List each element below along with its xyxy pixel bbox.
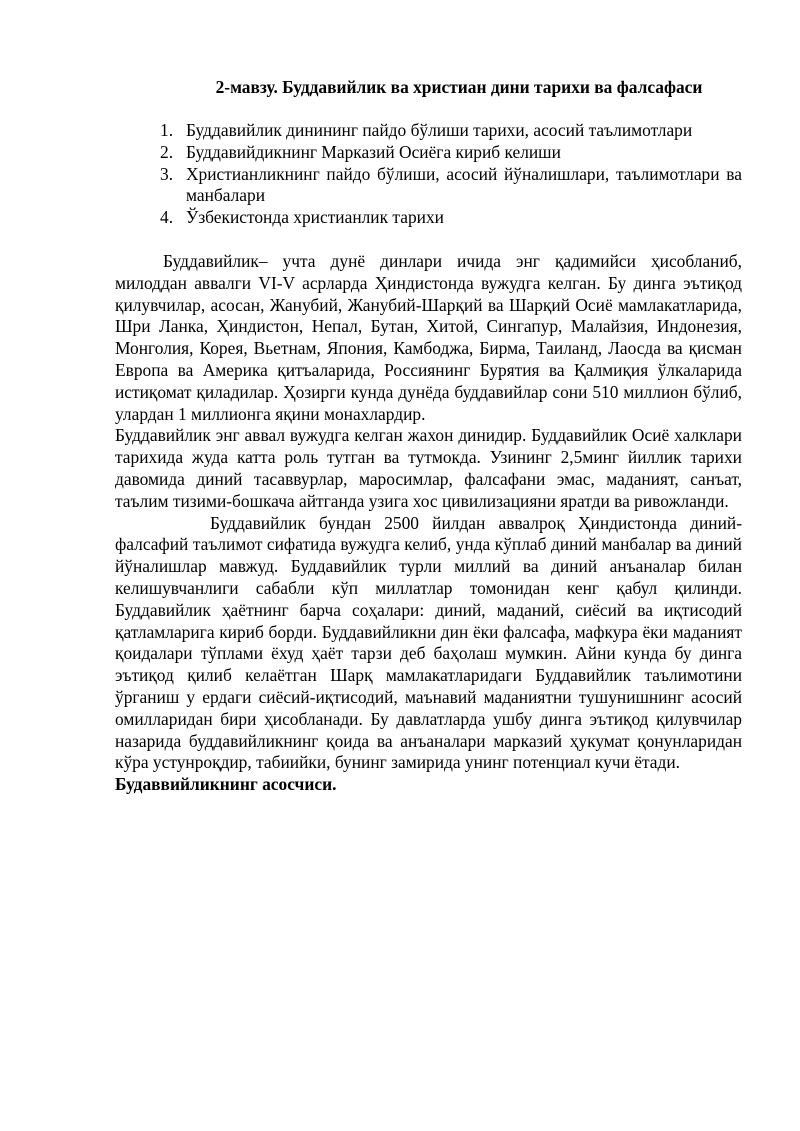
paragraph-3: Буддавийлик бундан 2500 йилдан аввалроқ Ҳиндистонда диний-фалсафий таълимот сифатида вужудга келиб, унда кўплаб диний манбалар ва диний йўналишлар мавжуд. Буддавийлик турли миллий ва диний анъаналар билан келишувчанлиги сабабли кўп миллатлар томонидан кенг қабул қилинди. Буддавийлик ҳаётнинг барча соҳалари: диний, маданий, сиёсий ва иқтисодий қатламларига кириб борди. Буддавийликни дин ёки фалсафа, мафкура ёки маданият қоидалари тўплами ёхуд ҳаёт тарзи деб баҳолаш мумкин. Айни кунда бу динга эътиқод қилиб келаётган Шарқ мамлакатларидаги Буддавийлик таълимотини ўрганиш у ердаги сиёсий-иқтисодий, маънавий маданиятни тушунишнинг асосий омилларидан бири ҳисобланади. Бу давлатларда ушбу динга эътиқод қилувчилар назарида буддавийликнинг қоида ва анъаналари марказий ҳукумат қонунларидан кўра устунроқдир, табиийки, бунинг замирида унинг потенциал кучи ётади. <box>115 512 742 773</box>
paragraph-1: Буддавийлик– учта дунё динлари ичида энг қадимийси ҳисобланиб, милоддан аввалги VI-V асрларда Ҳиндистонда вужудга келган. Бу динга эътиқод қилувчилар, асосан, Жанубий, Жанубий-Шарқий ва Шарқий Осиё мамлакатларида, Шри Ланка, Ҳиндистон, Непал, Бутан, Хитой, Сингапур, Малайзия, Индонезия, Монголия, Корея, Вьетнам, Япония, Камбоджа, Бирма, Таиланд, Лаосда ва қисман Европа ва Америка қитъаларида, Россиянинг Бурятия ва Қалмиқия ўлкаларида истиқомат қиладилар. Ҳозирги кунда дунёда буддавийлар сони 510 миллион бўлиб, улардан 1 миллионга яқини монахлардир. <box>115 251 742 424</box>
outline-item-number: 2. <box>160 141 174 162</box>
outline-item-2 <box>160 142 742 164</box>
body-text <box>115 251 742 796</box>
outline-item-4 <box>160 207 742 229</box>
paragraph-2: Буддавийлик энг аввал вужудга келган жахон динидир. Буддавийлик Осиё халклари тарихида жуда катта роль тутган ва тутмокда. Узининг 2,5минг йиллик тарихи давомида диний тасаввурлар, маросимлар, фалсафани эмас, маданият, санъат, таълим тизими-бошкача айтганда узига хос цивилизацияни яратди ва ривожланди. <box>115 425 742 511</box>
outline-item-number: 3. <box>160 163 174 184</box>
title-area <box>0 0 800 110</box>
outline-item-3 <box>160 164 742 208</box>
outline-item-number: 4. <box>160 207 174 228</box>
outline-item-text: Христианликнинг пайдо бўлиши, асосий йўналишлари, таълимотлари ва манбалари <box>186 163 742 206</box>
outline-item-1 <box>160 120 742 142</box>
section-heading: Будаввийликнинг асосчиси. <box>115 774 337 795</box>
outline-item-text: Буддавийлик динининг пайдо бўлиши тарихи, асосий таълимотлари <box>186 120 693 140</box>
outline-item-text: Буддавийдикнинг Марказий Осиёга кириб келиши <box>186 141 561 162</box>
document-title: 2-мавзу. Буддавийлик ва христиан дини тарихи ва фалсафаси <box>215 77 703 97</box>
topic-outline-list <box>160 120 742 229</box>
outline-item-number: 1. <box>160 120 174 140</box>
outline-item-text: Ўзбекистонда христианлик тарихи <box>186 207 444 228</box>
